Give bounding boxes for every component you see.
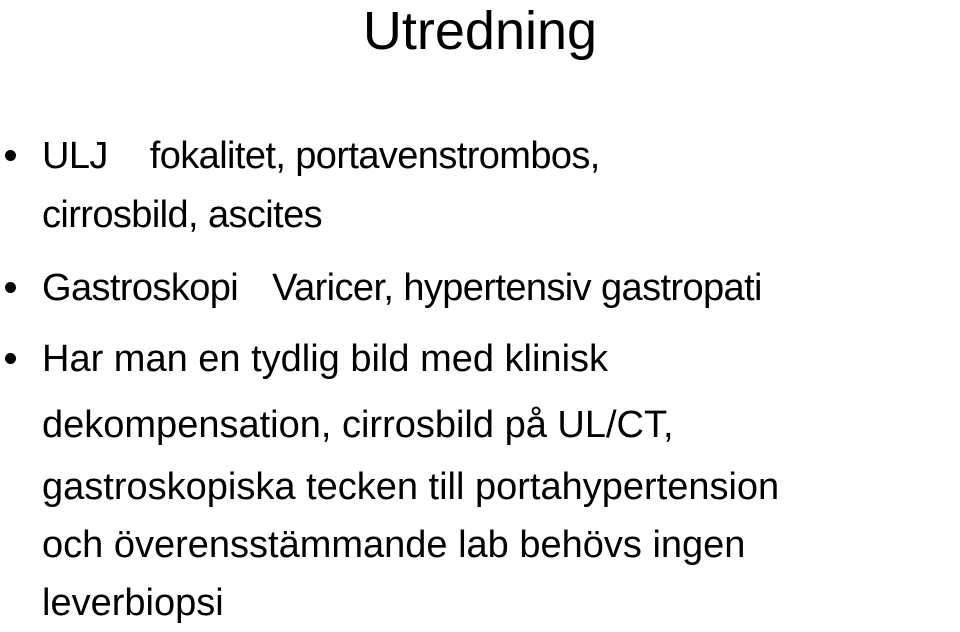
bullet-text: fokalitet, portavenstrombos, bbox=[149, 135, 600, 177]
bullet-line: Har man en tydlig bild med klinisk bbox=[42, 338, 609, 380]
bullet-line: leverbiopsi bbox=[42, 582, 224, 624]
bullet-line bbox=[42, 259, 762, 317]
bullet-text: Varicer, hypertensiv gastropati bbox=[272, 267, 762, 309]
bullet-line: gastroskopiska tecken till portahypertension bbox=[42, 466, 780, 508]
bullet-dot-icon bbox=[5, 150, 16, 161]
bullet-line: dekompensation, cirrosbild på UL/CT, bbox=[42, 404, 674, 446]
bullet-term: ULJ bbox=[42, 135, 108, 177]
slide-title: Utredning bbox=[362, 1, 598, 61]
bullet-line: cirrosbild, ascites bbox=[42, 194, 323, 236]
bullet-dot-icon bbox=[5, 353, 16, 364]
bullet-dot-icon bbox=[5, 282, 16, 293]
bullet-line bbox=[42, 127, 600, 185]
bullet-line: och överensstämmande lab behövs ingen bbox=[42, 524, 746, 566]
bullet-term: Gastroskopi bbox=[42, 267, 239, 309]
